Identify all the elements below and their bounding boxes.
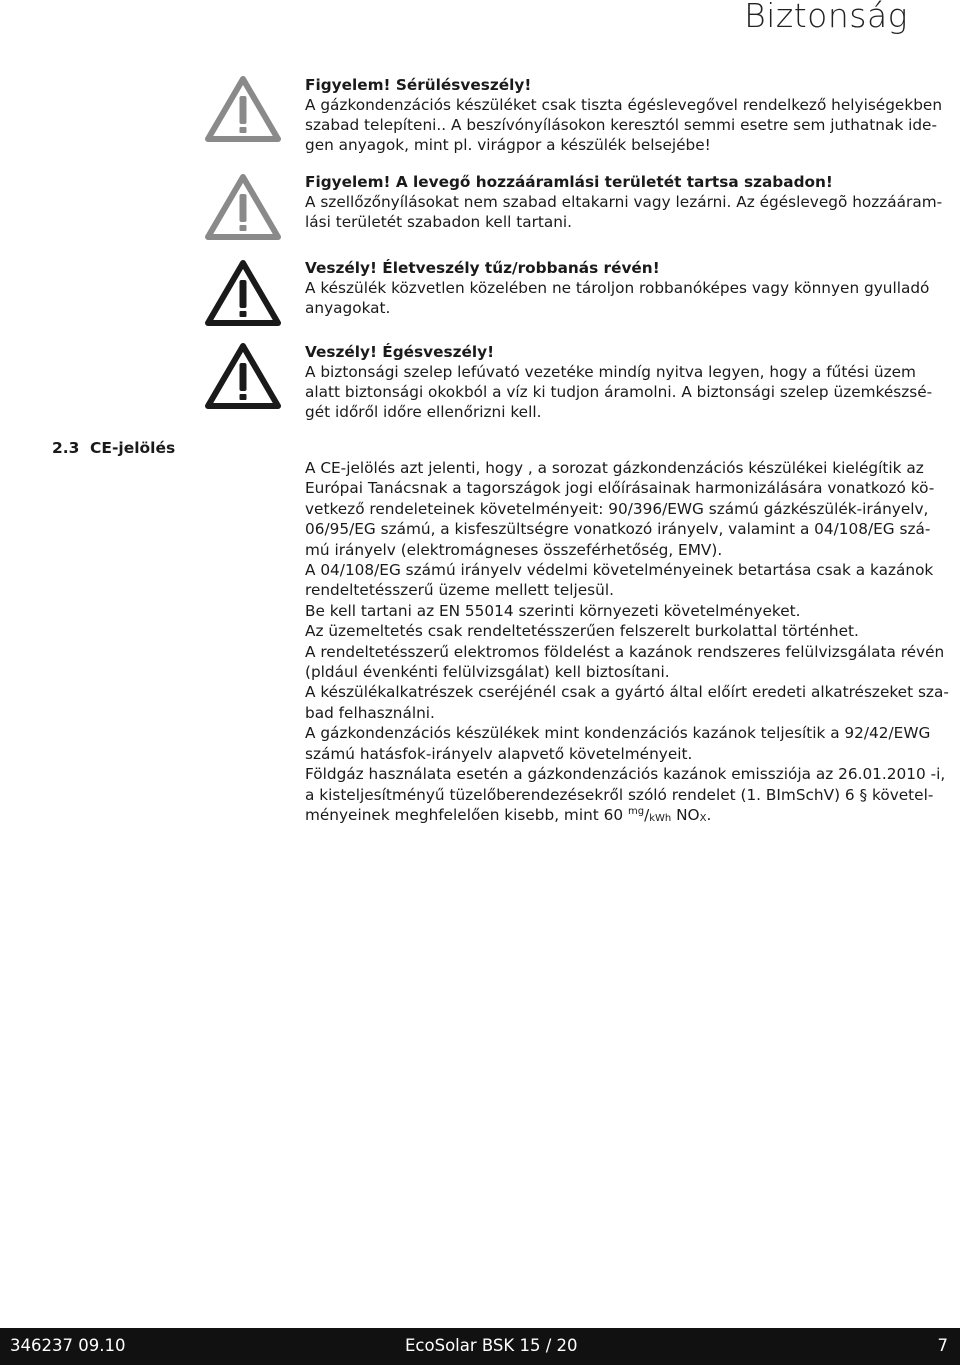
danger-triangle-icon (205, 343, 281, 409)
warning-text-line: alatt biztonsági okokból a víz ki tudjon áramolni. A biztonsági szelep üzemkészsé- (305, 383, 933, 401)
warning-block-fire (305, 258, 930, 318)
body-line: vetkező rendeleteinek követelményeit: 90/396/EWG számú gázkészülék-irányelv, (305, 499, 929, 518)
warning-text-line: gen anyagok, mint pl. virágpor a készülék belsejébe! (305, 136, 711, 154)
warning-triangle-icon (205, 76, 281, 142)
body-line: bad felhasználni. (305, 703, 435, 722)
warning-title: Figyelem! A levegő hozzááramlási területét tartsa szabadon! (305, 173, 833, 191)
body-line: számú hatásfok-irányelv alapvető követelményeit. (305, 744, 693, 763)
danger-triangle-icon (205, 260, 281, 326)
warning-title: Veszély! Életveszély tűz/robbanás révén! (305, 259, 660, 277)
warning-text-line: A szellőzőnyílásokat nem szabad eltakarni vagy lezárni. Az égéslevegõ hozzááram- (305, 193, 943, 211)
warning-text-line: lási területét szabadon kell tartani. (305, 213, 573, 231)
body-line: A készülékalkatrészek cseréjénél csak a gyártó által előírt eredeti alkatrészeket sza- (305, 683, 949, 702)
footer-product: EcoSolar BSK 15 / 20 (405, 1336, 578, 1355)
warning-block-injury (305, 75, 943, 155)
section-body (305, 458, 949, 825)
nox-label: NO (671, 805, 700, 824)
warning-text-line: szabad telepíteni.. A beszívónyílásokon keresztól semmi esetre sem juthatnak ide- (305, 116, 937, 134)
warning-text-line: gét időről időre ellenőrizni kell. (305, 403, 542, 421)
body-line: Európai Tanácsnak a tagországok jogi előírásainak harmonizálására vonatkozó kö- (305, 479, 935, 498)
body-line-emission (305, 805, 915, 825)
footer-page-number: 7 (937, 1336, 948, 1355)
warning-title: Figyelem! Sérülésveszély! (305, 76, 532, 94)
body-line: Be kell tartani az EN 55014 szerinti környezeti követelményeket. (305, 601, 801, 620)
footer-doc-number: 346237 09.10 (10, 1336, 126, 1355)
nox-subscript: X (699, 812, 707, 824)
unit-mg: mg (627, 805, 645, 817)
warning-triangle-icon (205, 174, 281, 240)
unit-slash: / (644, 805, 650, 824)
warning-title: Veszély! Égésveszély! (305, 343, 495, 361)
page-footer (0, 1328, 960, 1365)
warning-text-line: A biztonsági szelep lefúvató vezetéke mindíg nyitva legyen, hogy a fűtési üzem (305, 363, 916, 381)
page-header-title: Biztonság (744, 0, 908, 35)
emission-end: . (706, 805, 712, 824)
section-number: 2.3 (52, 439, 80, 457)
body-line: A CE-jelölés azt jelenti, hogy , a sorozat gázkondenzációs készülékei kielégítik az (305, 459, 924, 477)
warning-block-burn (305, 342, 933, 422)
warning-text-line: anyagokat. (305, 299, 391, 317)
warning-block-air-supply (305, 172, 943, 232)
body-line: a kisteljesítményű tüzelőberendezésekről szóló rendelet (1. BImSchV) 6 § követel- (305, 785, 934, 804)
warning-text-line: A gázkondenzációs készüléket csak tiszta égéslevegővel rendelkező helyiségekben (305, 96, 943, 114)
body-line: Az üzemeltetés csak rendeltetésszerűen felszerelt burkolattal történhet. (305, 622, 859, 641)
body-line: rendeltetésszerű üzeme mellett teljesül. (305, 581, 614, 600)
warning-text-line: A készülék közvetlen közelében ne tároljon robbanóképes vagy könnyen gyulladó (305, 279, 930, 297)
body-line: A 04/108/EG számú irányelv védelmi követelményeinek betartása csak a kazánok (305, 561, 934, 580)
unit-kwh: kWh (649, 812, 672, 824)
body-line: A gázkondenzációs készülékek mint kondenzációs kazánok teljesítik a 92/42/EWG (305, 724, 931, 743)
section-title: CE-jelölés (90, 439, 176, 457)
body-line: 06/95/EG számú, a kisfeszültségre vonatkozó irányelv, valamint a 04/108/EG szá- (305, 520, 931, 539)
body-line: A rendeltetésszerű elektromos földelést a kazánok rendszeres felülvizsgálata révén (305, 642, 945, 661)
body-line: Földgáz használata esetén a gázkondenzációs kazánok emissziója az 26.01.2010 -i, (305, 765, 946, 784)
emission-text: ményeinek meghfelelően kisebb, mint 60 (305, 805, 628, 824)
body-line: mú irányelv (elektromágneses összeférhetőség, EMV). (305, 540, 723, 559)
body-line: (pldául évenkénti felülvizsgálat) kell biztosítani. (305, 663, 670, 682)
